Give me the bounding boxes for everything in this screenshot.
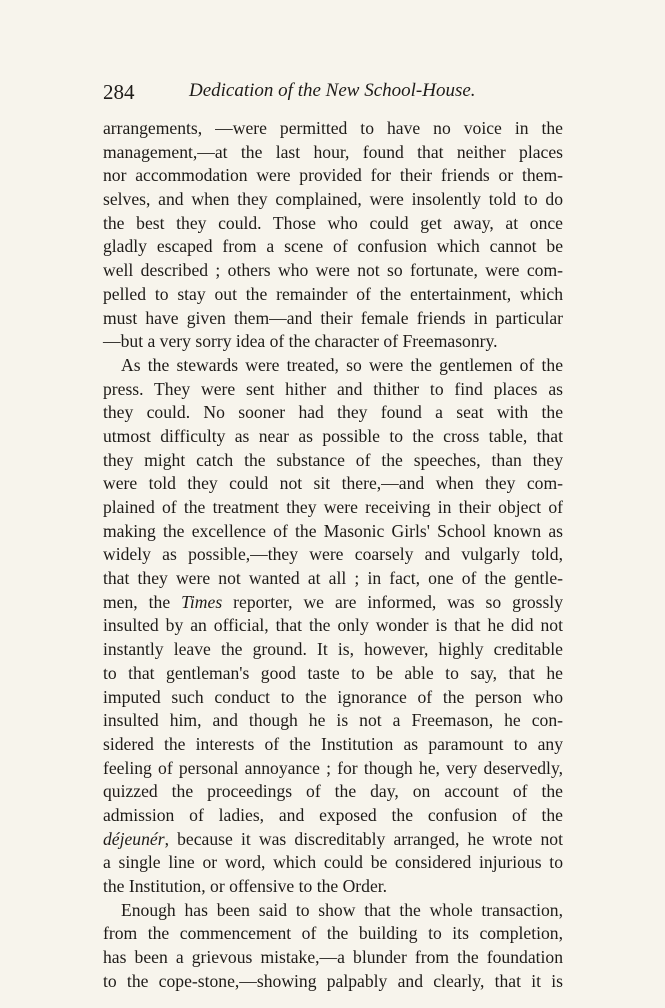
text-line: imputed such conduct to the ignorance of the person who (103, 686, 563, 707)
text-line: nor accommodation were provided for their friends or them- (103, 165, 563, 186)
text-line (103, 828, 563, 852)
text-line (103, 591, 563, 615)
text-line: making the excellence of the Masonic Girls' School known as (103, 520, 563, 541)
text-fragment: men, the (103, 591, 182, 612)
text-line: feeling of personal annoyance ; for though he, very deservedly, (103, 757, 563, 778)
body-text (103, 117, 563, 993)
text-line: quizzed the proceedings of the day, on account of the (103, 781, 563, 802)
text-line: —but a very sorry idea of the character of Freemasonry. (103, 331, 498, 352)
text-line: they might catch the substance of the speeches, than they (103, 449, 563, 470)
text-line: that they were not wanted at all ; in fact, one of the gentle- (103, 568, 563, 589)
text-line: management,—at the last hour, found that neither places (103, 141, 563, 162)
text-line: from the commencement of the building to its completion, (103, 923, 563, 944)
text-line: the best they could. Those who could get away, at once (103, 212, 563, 233)
text-line: gladly escaped from a scene of confusion which cannot be (103, 236, 563, 257)
running-title: Dedication of the New School-House. (189, 80, 476, 101)
text-line: well described ; others who were not so fortunate, were com- (103, 260, 563, 281)
text-line: to the cope-stone,—showing palpably and clearly, that it is (103, 970, 563, 991)
text-line: were told they could not sit there,—and when they com- (103, 473, 563, 494)
text-line: utmost difficulty as near as possible to the cross table, that (103, 425, 563, 446)
text-line: insulted by an official, that the only wonder is that he did not (103, 615, 563, 636)
text-line: a single line or word, which could be considered injurious to (103, 852, 563, 873)
text-line: press. They were sent hither and thither to find places as (103, 378, 563, 399)
text-line: instantly leave the ground. It is, however, highly creditable (103, 639, 563, 660)
text-line: they could. No sooner had they found a seat with the (103, 402, 563, 423)
text-line: insulted him, and though he is not a Freemason, he con- (103, 710, 563, 731)
text-line: plained of the treatment they were receiving in their object of (103, 497, 563, 517)
paragraph-start-line: Enough has been said to show that the whole transaction, (121, 899, 563, 920)
text-line: admission of ladies, and exposed the confusion of the (103, 804, 563, 825)
italic-term-times: Times (181, 591, 223, 612)
text-line: pelled to stay out the remainder of the entertainment, which (103, 283, 563, 304)
text-line: the Institution, or offensive to the Order. (103, 876, 388, 896)
text-line: must have given them—and their female friends in particular (103, 307, 563, 328)
text-line: widely as possible,—they were coarsely and vulgarly told, (103, 544, 563, 565)
text-fragment: reporter, we are informed, was so grossly (222, 591, 563, 612)
italic-term-dejeuner: déjeunér (103, 828, 165, 849)
page-number: 284 (103, 80, 135, 104)
text-line: arrangements, —were permitted to have no voice in the (103, 118, 563, 138)
paragraph-start-line: As the stewards were treated, so were the gentlemen of the (121, 354, 563, 375)
text-line: selves, and when they complained, were insolently told to do (103, 189, 563, 210)
text-line: to that gentleman's good taste to be able to say, that he (103, 662, 563, 683)
text-fragment: , because it was discreditably arranged, he wrote not (164, 828, 563, 849)
text-line: has been a grievous mistake,—a blunder from the foundation (103, 947, 563, 968)
page-header (103, 80, 565, 110)
text-line: sidered the interests of the Institution as paramount to any (103, 733, 563, 754)
